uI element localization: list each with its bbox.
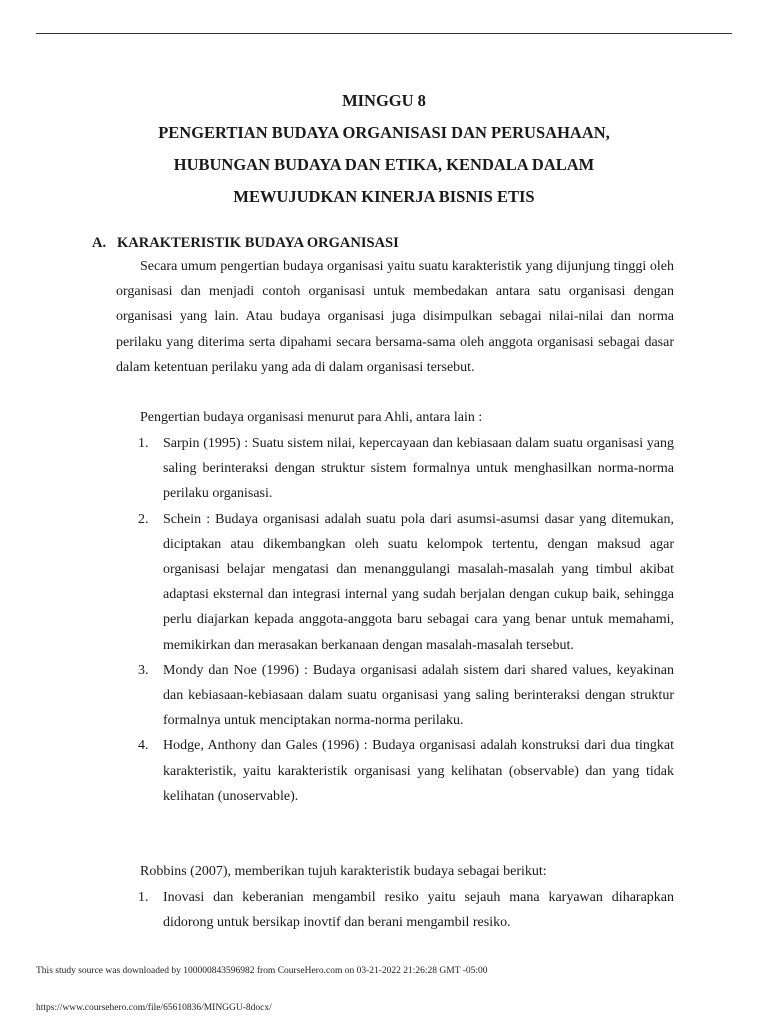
list-text: Inovasi dan keberanian mengambil resiko yaitu sejauh mana karyawan diharapkan didorong untuk bersikap inovtif dan berani mengambil resiko. <box>163 890 674 931</box>
document-title <box>0 85 768 213</box>
list-item <box>138 431 674 507</box>
list-item <box>138 507 674 658</box>
list-number: 4. <box>138 738 149 754</box>
experts-list <box>138 431 674 809</box>
week-title: MINGGU 8 <box>342 91 426 110</box>
list-text: Sarpin (1995) : Suatu sistem nilai, kepercayaan dan kebiasaan dalam suatu organisasi yang saling berinteraksi dengan struktur sistem formalnya untuk menghasilkan norma-norma perilaku organisasi. <box>163 436 674 502</box>
list-item <box>138 885 674 935</box>
experts-intro: Pengertian budaya organisasi menurut para Ahli, antara lain : <box>140 410 483 425</box>
list-number: 1. <box>138 436 149 451</box>
list-text: Schein : Budaya organisasi adalah suatu pola dari asumsi-asumsi dasar yang ditemukan, diciptakan atau dikembangkan oleh suatu kelompok tertentu, dengan maksud agar organisasi belajar mengatasi dan menanggulangi masalah-masalah yang timbul akibat adaptasi eksternal dan integrasi internal yang sudah berjalan dengan cukup baik, sehingga perlu diajarkan kepada anggota-anggota baru sebagai cara yang benar untuk memahami, memikirkan dan merasakan berkanaan dengan masalah-masalah tersebut. <box>163 511 674 653</box>
list-text: Hodge, Anthony dan Gales (1996) : Budaya organisasi adalah konstruksi dari dua tingkat karakteristik, yaitu karakteristik organisasi yang kelihatan (observable) dan yang tidak kelihatan (unoservable). <box>163 738 674 804</box>
robbins-list <box>138 885 674 935</box>
list-item <box>138 658 674 734</box>
robbins-intro: Robbins (2007), memberikan tujuh karakteristik budaya sebagai berikut: <box>140 864 547 879</box>
source-url[interactable]: https://www.coursehero.com/file/65610836/MINGGU-8docx/ <box>36 1003 272 1013</box>
list-item <box>138 733 674 809</box>
list-number: 2. <box>138 511 149 527</box>
section-heading <box>92 232 399 254</box>
title-line-1: PENGERTIAN BUDAYA ORGANISASI DAN PERUSAHAAN, <box>158 123 610 142</box>
download-source-note: This study source was downloaded by 100000843596982 from CourseHero.com on 03-21-2022 21:26:28 GMT -05:00 <box>36 966 488 976</box>
list-text: Mondy dan Noe (1996) : Budaya organisasi adalah sistem dari shared values, keyakinan dan kebiasaan-kebiasaan dalam suatu organisasi yang saling berinteraksi dengan struktur formalnya untuk menciptakan norma-norma perilaku. <box>163 662 674 729</box>
list-number: 1. <box>138 890 149 905</box>
section-title: KARAKTERISTIK BUDAYA ORGANISASI <box>117 235 399 251</box>
list-number: 3. <box>138 662 149 678</box>
top-rule <box>36 33 732 34</box>
title-line-3: MEWUJUDKAN KINERJA BISNIS ETIS <box>233 187 535 206</box>
intro-paragraph: Secara umum pengertian budaya organisasi yaitu suatu karakteristik yang dijunjung tinggi oleh organisasi dan menjadi contoh organisasi untuk membedakan antara satu organisasi dengan organisasi yang lain. Atau budaya organisasi juga disimpulkan sebagai nilai-nilai dan norma perilaku yang diterima serta dipahami secara bersama-sama oleh anggota organisasi sebagai dasar dalam ketentuan perilaku yang ada di dalam organisasi tersebut. <box>116 259 674 375</box>
section-letter: A. <box>92 235 107 251</box>
title-line-2: HUBUNGAN BUDAYA DAN ETIKA, KENDALA DALAM <box>173 155 595 174</box>
